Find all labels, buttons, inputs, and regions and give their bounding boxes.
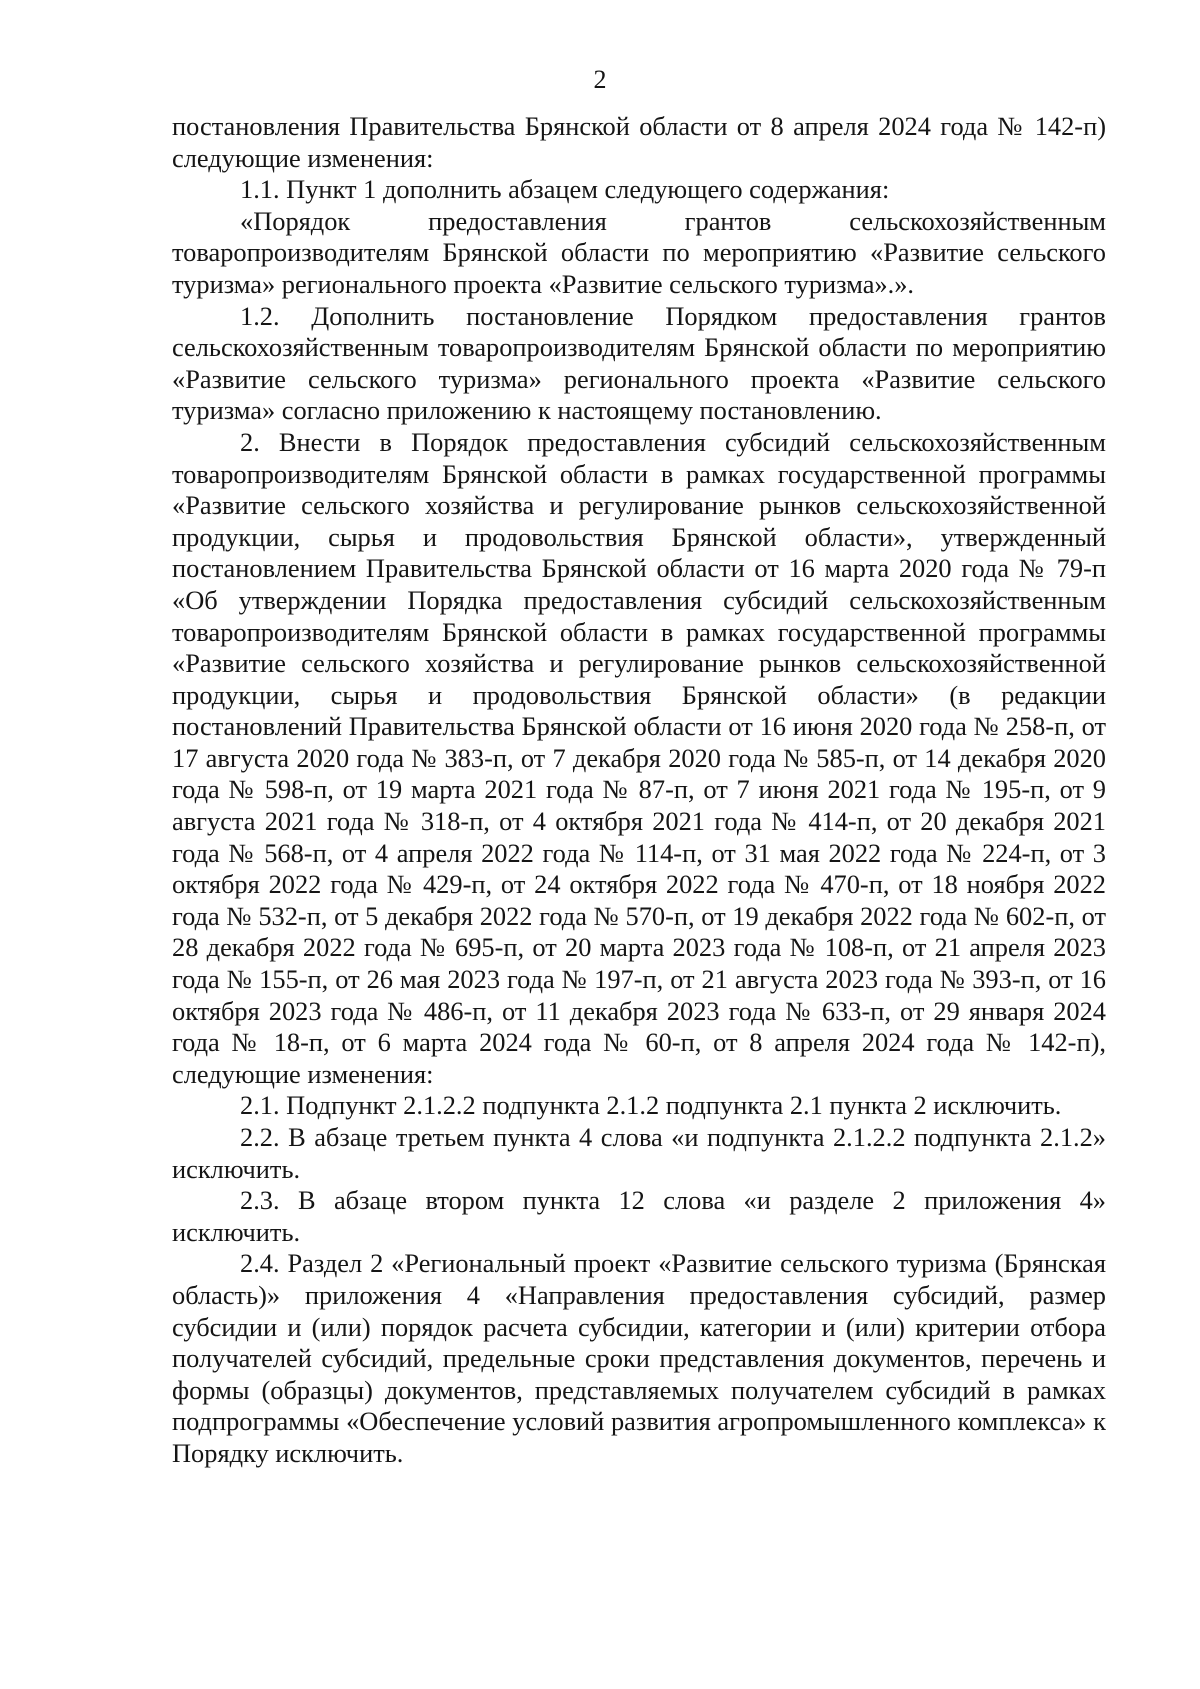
paragraph-2-4: 2.4. Раздел 2 «Региональный проект «Развитие сельского туризма (Брянская область)» приложения 4 «Направления предоставления субсидий, размер субсидии и (или) порядок расчета субсидии, категории и (или) критерии отбора получателей субсидий, предельные сроки представления документов, перечень и формы (образцы) документов, представляемых получателем субсидий в рамках подпрограммы «Обеспечение условий развития агропромышленного комплекса» к Порядку исключить. [172, 1248, 1106, 1468]
paragraph-1-1-quote: «Порядок предоставления грантов сельскохозяйственным товаропроизводителям Брянской области по мероприятию «Развитие сельского туризма» регионального проекта «Развитие сельского туризма».». [172, 205, 1106, 299]
page-number: 2 [593, 65, 607, 94]
document-body [172, 111, 1106, 1470]
paragraph-2: 2. Внести в Порядок предоставления субсидий сельскохозяйственным товаропроизводителям Брянской области в рамках государственной программы «Развитие сельского хозяйства и регулирование рынков сельскохозяйственной продукции, сырья и продовольствия Брянской области», утвержденный постановлением Правительства Брянской области от 16 марта 2020 года № 79-п «Об утверждении Порядка предоставления субсидий сельскохозяйственным товаропроизводителям Брянской области в рамках государственной программы «Развитие сельского хозяйства и регулирование рынков сельскохозяйственной продукции, сырья и продовольствия Брянской области» (в редакции постановлений Правительства Брянской области от 16 июня 2020 года № 258-п, от 17 августа 2020 года № 383-п, от 7 декабря 2020 года № 585-п, от 14 декабря 2020 года № 598-п, от 19 марта 2021 года № 87-п, от 7 июня 2021 года № 195-п, от 9 августа 2021 года № 318-п, от 4 октября 2021 года № 414-п, от 20 декабря 2021 года № 568-п, от 4 апреля 2022 года № 114-п, от 31 мая 2022 года № 224-п, от 3 октября 2022 года № 429-п, от 24 октября 2022 года № 470-п, от 18 ноября 2022 года № 532-п, от 5 декабря 2022 года № 570-п, от 19 декабря 2022 года № 602-п, от 28 декабря 2022 года № 695-п, от 20 марта 2023 года № 108-п, от 21 апреля 2023 года № 155-п, от 26 мая 2023 года № 197-п, от 21 августа 2023 года № 393-п, от 16 октября 2023 года № 486-п, от 11 декабря 2023 года № 633-п, от 29 января 2024 года № 18-п, от 6 марта 2024 года № 60-п, от 8 апреля 2024 года № 142-п), следующие изменения: [172, 426, 1106, 1089]
paragraph-2-2: 2.2. В абзаце третьем пункта 4 слова «и подпункта 2.1.2.2 подпункта 2.1.2» исключить. [172, 1122, 1106, 1184]
paragraph-continuation: постановления Правительства Брянской области от 8 апреля 2024 года № 142-п) следующие изменения: [172, 111, 1106, 173]
paragraph-2-3: 2.3. В абзаце втором пункта 12 слова «и разделе 2 приложения 4» исключить. [172, 1185, 1106, 1247]
paragraph-1-2: 1.2. Дополнить постановление Порядком предоставления грантов сельскохозяйственным товаропроизводителям Брянской области по мероприятию «Развитие сельского туризма» регионального проекта «Развитие сельского туризма» согласно приложению к настоящему постановлению. [172, 300, 1106, 426]
paragraph-2-1: 2.1. Подпункт 2.1.2.2 подпункта 2.1.2 подпункта 2.1 пункта 2 исключить. [240, 1090, 1062, 1121]
paragraph-1-1: 1.1. Пункт 1 дополнить абзацем следующего содержания: [240, 174, 890, 205]
